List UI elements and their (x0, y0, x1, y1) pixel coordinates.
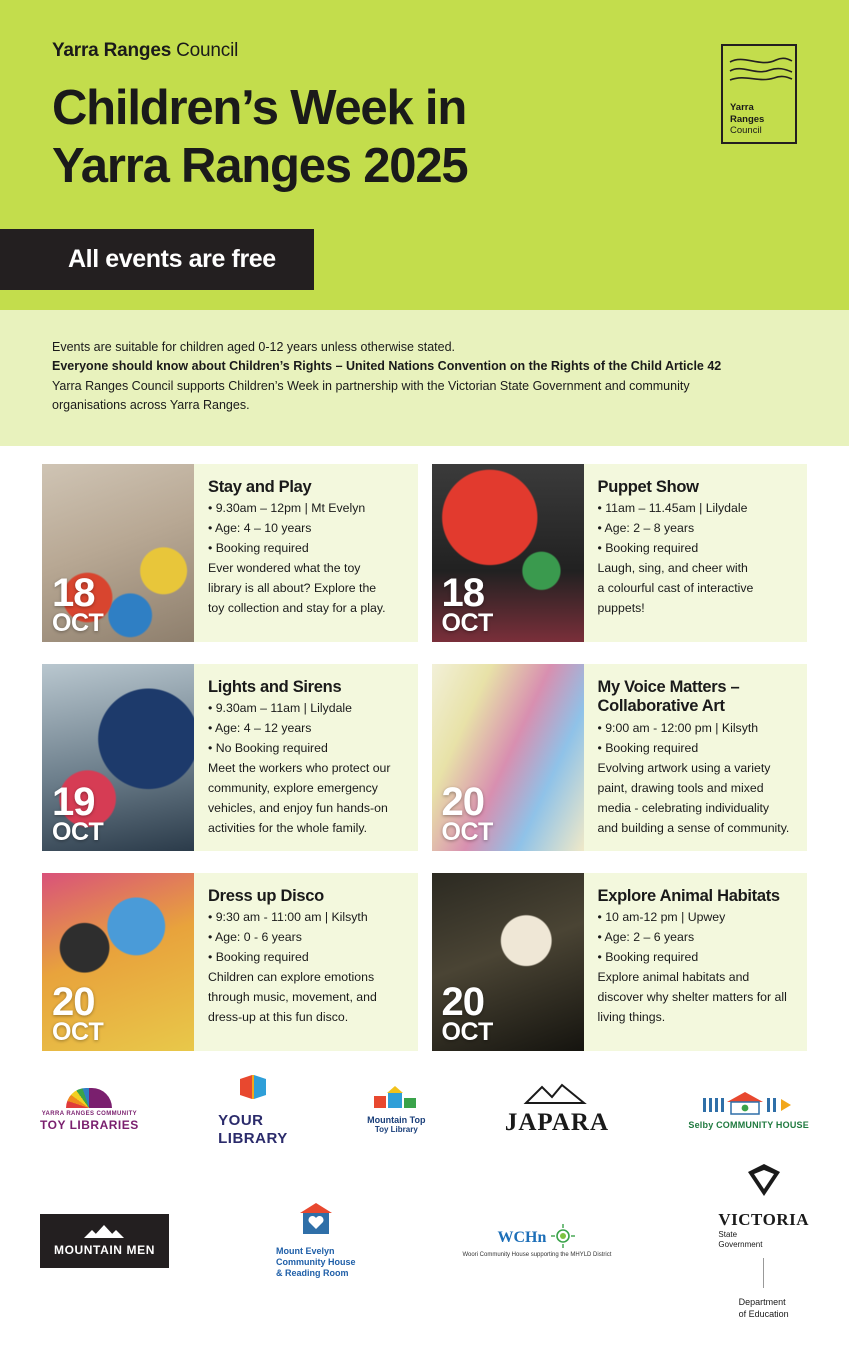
event-line: • Booking required (597, 541, 699, 556)
event-details (584, 664, 802, 851)
event-details (194, 873, 389, 1051)
event-card[interactable] (432, 664, 808, 851)
event-line: Evolving artwork using a variety (597, 760, 771, 775)
sponsor-toy-libraries (40, 1086, 139, 1134)
event-date-month: OCT (52, 1017, 104, 1046)
event-date-badge (441, 780, 493, 846)
logo-line-1: Yarra (730, 102, 754, 114)
event-title (598, 678, 790, 718)
event-line: • Age: 2 – 8 years (597, 521, 695, 536)
mountain-men-block (40, 1214, 169, 1267)
council-name (52, 40, 797, 62)
your-library-icon (238, 1073, 268, 1106)
victoria-wordmark (718, 1210, 809, 1250)
sponsor-logos-section (0, 1051, 849, 1352)
event-line: • 9.30am – 11am | Lilydale (208, 701, 352, 716)
event-line: dress-up at this fun disco. (208, 1009, 349, 1024)
mountain-top-line-1: Mountain Top (367, 1114, 426, 1125)
mount-evelyn-house-icon (299, 1202, 333, 1239)
event-date-badge (52, 571, 104, 637)
event-line: media - celebrating individuality (597, 800, 770, 815)
logo-line-2: Ranges (730, 113, 765, 125)
event-title: Puppet Show (597, 477, 699, 496)
event-line: • 11am – 11.45am | Lilydale (597, 501, 748, 516)
event-date-month: OCT (441, 817, 493, 846)
event-line: paint, drawing tools and mixed (597, 780, 764, 795)
event-photo (42, 873, 194, 1051)
selby-house-icon (701, 1090, 797, 1121)
event-line: community, explore emergency (208, 780, 378, 795)
japara-wordmark: JAPARA (504, 1108, 609, 1136)
your-library-line-1: YOUR (218, 1112, 264, 1130)
logo-ranges-icon (730, 52, 788, 86)
event-date-badge (52, 980, 104, 1046)
event-date-badge (441, 980, 493, 1046)
event-date-month: OCT (52, 817, 104, 846)
mount-evelyn-line-1: Mount Evelyn (275, 1245, 335, 1256)
event-date-day: 20 (52, 980, 95, 1025)
wch-wordmark: WCHn (497, 1228, 547, 1246)
event-photo (42, 464, 194, 642)
event-card[interactable] (42, 873, 418, 1051)
event-line: • 9:00 am - 12:00 pm | Kilsyth (597, 721, 759, 736)
sponsor-mountain-men (40, 1214, 169, 1267)
event-details (584, 873, 799, 1051)
event-line: discover why shelter matters for all (597, 990, 787, 1005)
event-line: a colourful cast of interactive (597, 580, 754, 595)
sponsor-row-1 (40, 1073, 809, 1149)
intro-line-4: organisations across Yarra Ranges. (52, 398, 250, 413)
sponsor-mountain-top-toy-library (367, 1086, 425, 1135)
event-line: • Booking required (597, 950, 699, 965)
event-line: activities for the whole family. (208, 820, 368, 835)
sponsor-toy-libraries-arc: YARRA RANGES COMMUNITY (41, 1111, 138, 1118)
event-card[interactable] (432, 464, 808, 642)
department-line-2: of Education (738, 1308, 789, 1319)
event-line: • No Booking required (208, 741, 328, 756)
event-title: Lights and Sirens (208, 677, 342, 696)
event-date-badge (52, 780, 104, 846)
logo-line-3: Council (730, 124, 762, 136)
event-line: • Age: 0 - 6 years (208, 930, 302, 945)
event-line: living things. (597, 1009, 666, 1024)
hero-section (0, 0, 849, 310)
event-line: and building a sense of community. (597, 820, 790, 835)
mountain-men-icon (54, 1224, 155, 1240)
event-line: • Booking required (597, 741, 699, 755)
event-details (194, 664, 402, 851)
sponsor-row-2 (40, 1162, 809, 1320)
event-line: Ever wondered what the toy (208, 561, 361, 576)
event-line: • Booking required (208, 950, 309, 965)
event-line: Meet the workers who protect our (208, 761, 391, 776)
victoria-sub-1: State (718, 1230, 738, 1240)
mountain-men-wordmark: MOUNTAIN MEN (54, 1243, 155, 1258)
mount-evelyn-wordmark (276, 1246, 356, 1280)
sponsor-victoria-state-government (718, 1162, 809, 1320)
victoria-name: VICTORIA (718, 1209, 809, 1229)
sponsor-japara (505, 1083, 609, 1138)
event-date-day: 20 (441, 780, 484, 825)
event-line: vehicles, and enjoy fun hands-on (208, 800, 388, 815)
event-line: • Age: 4 – 12 years (208, 721, 312, 736)
event-line: • Age: 4 – 10 years (208, 521, 312, 536)
event-date-badge (441, 571, 493, 637)
yarra-ranges-council-logo (721, 44, 797, 144)
event-card[interactable] (42, 464, 418, 642)
council-name-rest: Council (171, 40, 239, 61)
event-line: puppets! (597, 600, 645, 615)
event-photo (432, 873, 584, 1051)
vertical-divider (763, 1258, 764, 1288)
event-date-month: OCT (52, 608, 104, 637)
event-line: Explore animal habitats and (597, 970, 750, 985)
event-line: • 10 am-12 pm | Upwey (597, 910, 726, 925)
japara-mountains-icon (522, 1083, 592, 1108)
event-line: Children can explore emotions (208, 970, 375, 985)
event-date-day: 18 (52, 571, 95, 616)
sponsor-your-library (218, 1073, 288, 1149)
page-title (52, 80, 612, 196)
event-date-day: 19 (52, 780, 95, 825)
sponsor-selby-community-house (688, 1086, 809, 1134)
event-date-month: OCT (441, 608, 493, 637)
event-photo (42, 664, 194, 851)
wch-sun-icon (550, 1223, 576, 1252)
intro-line-3: Yarra Ranges Council supports Children’s Week in partnership with the Victorian State Government and community (52, 378, 690, 393)
logo-wordmark (730, 102, 788, 136)
event-details (584, 464, 766, 642)
mount-evelyn-line-3: & Reading Room (275, 1268, 349, 1279)
council-name-bold: Yarra Ranges (52, 40, 172, 61)
sponsor-woori-community-house (462, 1217, 611, 1265)
victoria-crown-icon (747, 1162, 781, 1201)
event-title-line-2: Collaborative Art (597, 697, 725, 716)
event-card[interactable] (42, 664, 418, 851)
title-line-2: Yarra Ranges 2025 (52, 138, 468, 193)
event-line: • Age: 2 – 6 years (597, 930, 695, 945)
event-line: • 9.30am – 12pm | Mt Evelyn (208, 501, 366, 516)
victoria-sub-2: Government (718, 1239, 763, 1249)
department-line-1: Department (738, 1297, 786, 1308)
event-date-month: OCT (441, 1017, 493, 1046)
event-title: Dress up Disco (208, 886, 324, 905)
sponsor-mount-evelyn-community-house (276, 1202, 356, 1279)
free-events-banner: All events are free (0, 229, 314, 290)
department-wordmark (739, 1297, 789, 1320)
rainbow-icon (66, 1088, 112, 1108)
event-line: library is all about? Explore the (208, 580, 377, 595)
intro-line-2: Everyone should know about Children’s Rights – United Nations Convention on the Rights of the Child Article 42 (52, 359, 722, 374)
sponsor-toy-libraries-name: TOY LIBRARIES (40, 1118, 139, 1133)
event-line: • Booking required (208, 541, 309, 556)
event-line: • 9:30 am - 11:00 am | Kilsyth (208, 910, 368, 925)
mountain-top-toy-icon (370, 1086, 422, 1115)
event-date-day: 18 (441, 571, 484, 616)
event-card[interactable] (432, 873, 808, 1051)
event-title: Explore Animal Habitats (597, 886, 780, 905)
event-line: toy collection and stay for a play. (208, 600, 386, 615)
selby-wordmark: Selby COMMUNITY HOUSE (688, 1120, 809, 1131)
event-title: Stay and Play (208, 477, 312, 496)
wch-subtitle: Woori Community House supporting the MHYLD District (462, 1251, 612, 1258)
intro-line-1: Events are suitable for children aged 0-12 years unless otherwise stated. (52, 340, 456, 354)
title-line-1: Children’s Week in (52, 81, 467, 135)
event-line: Laugh, sing, and cheer with (597, 561, 748, 576)
event-photo (432, 464, 584, 642)
intro-section (0, 310, 849, 446)
events-grid (0, 446, 849, 1051)
event-details (194, 464, 398, 642)
your-library-line-2: LIBRARY (218, 1130, 288, 1148)
event-title-line-1: My Voice Matters – (597, 677, 740, 696)
mount-evelyn-line-2: Community House (275, 1257, 356, 1268)
event-line: through music, movement, and (208, 990, 377, 1005)
event-photo (432, 664, 584, 851)
your-library-wordmark (218, 1112, 288, 1148)
event-date-day: 20 (441, 980, 484, 1025)
mountain-top-line-2: Toy Library (374, 1125, 418, 1135)
